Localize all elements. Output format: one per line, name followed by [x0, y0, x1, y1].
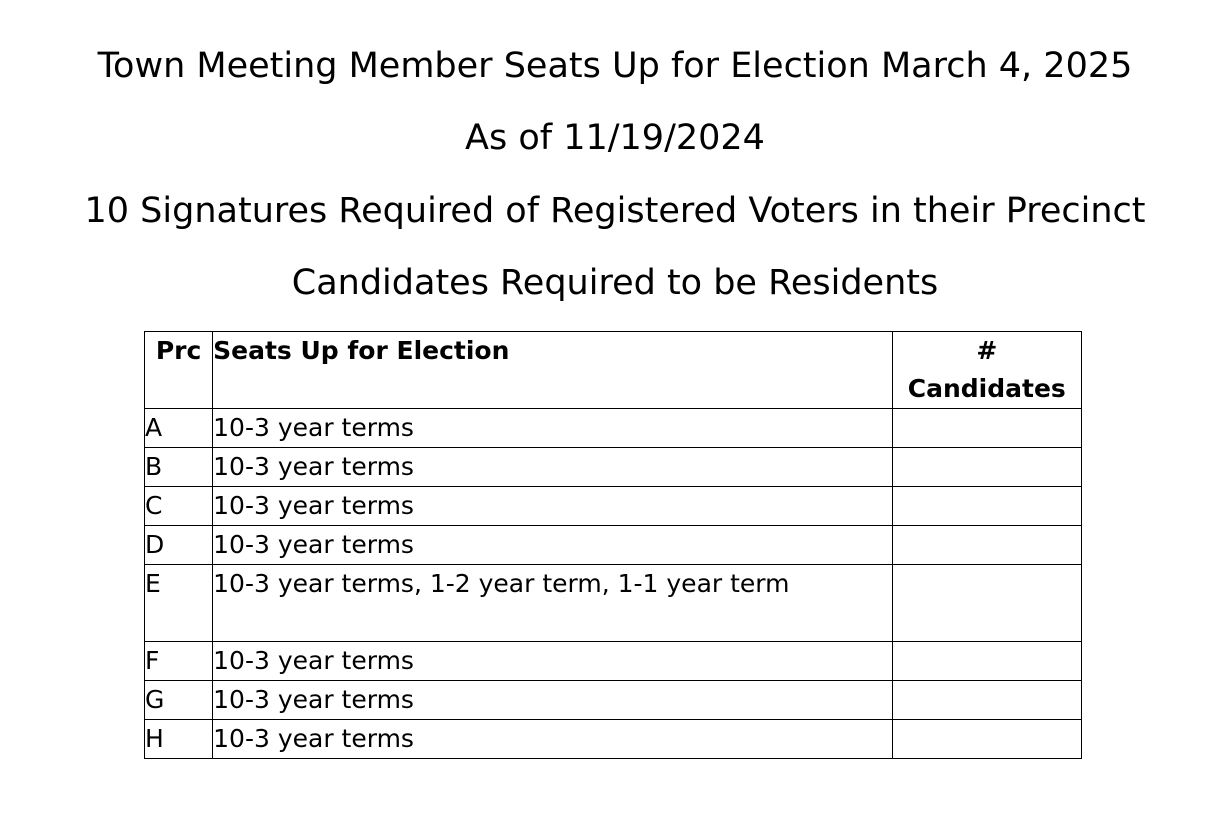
precinct-cell: D [145, 526, 213, 565]
candidates-cell [892, 720, 1081, 759]
seats-cell: 10-3 year terms [213, 448, 892, 487]
precinct-cell: F [145, 642, 213, 681]
residency-requirement: Candidates Required to be Residents [291, 263, 939, 303]
table-row [145, 642, 1082, 681]
seats-cell: 10-3 year terms [213, 409, 892, 448]
table-row [145, 448, 1082, 487]
column-header-candidates-hash: # [976, 336, 998, 365]
table-header-row [145, 332, 1082, 409]
candidates-cell [892, 565, 1081, 642]
precinct-cell: A [145, 409, 213, 448]
candidates-cell [892, 487, 1081, 526]
precinct-cell: B [145, 448, 213, 487]
column-header-candidates-label: Candidates [907, 374, 1066, 403]
seats-cell: 10-3 year terms [213, 720, 892, 759]
page-title: Town Meeting Member Seats Up for Election March 4, 2025 [97, 46, 1133, 86]
precinct-cell: G [145, 681, 213, 720]
candidates-cell [892, 409, 1081, 448]
seats-cell: 10-3 year terms [213, 642, 892, 681]
column-header-seats-label: Seats Up for Election [213, 336, 510, 365]
candidates-cell [892, 448, 1081, 487]
seats-table [144, 331, 1082, 759]
column-header-seats [213, 332, 892, 409]
precinct-cell: E [145, 565, 213, 642]
table-row [145, 487, 1082, 526]
seats-cell: 10-3 year terms, 1-2 year term, 1-1 year term [213, 565, 892, 642]
table-row [145, 681, 1082, 720]
seats-cell: 10-3 year terms [213, 681, 892, 720]
seats-cell: 10-3 year terms [213, 487, 892, 526]
seats-cell: 10-3 year terms [213, 526, 892, 565]
column-header-candidates [892, 332, 1081, 409]
precinct-cell: C [145, 487, 213, 526]
precinct-cell: H [145, 720, 213, 759]
table-row [145, 565, 1082, 642]
as-of-date: As of 11/19/2024 [465, 118, 765, 158]
table-row [145, 526, 1082, 565]
table-row [145, 409, 1082, 448]
candidates-cell [892, 681, 1081, 720]
column-header-precinct [145, 332, 213, 409]
candidates-cell [892, 526, 1081, 565]
table-row [145, 720, 1082, 759]
candidates-cell [892, 642, 1081, 681]
column-header-precinct-label: Prc [155, 336, 202, 365]
signature-requirement: 10 Signatures Required of Registered Voters in their Precinct [84, 191, 1146, 231]
